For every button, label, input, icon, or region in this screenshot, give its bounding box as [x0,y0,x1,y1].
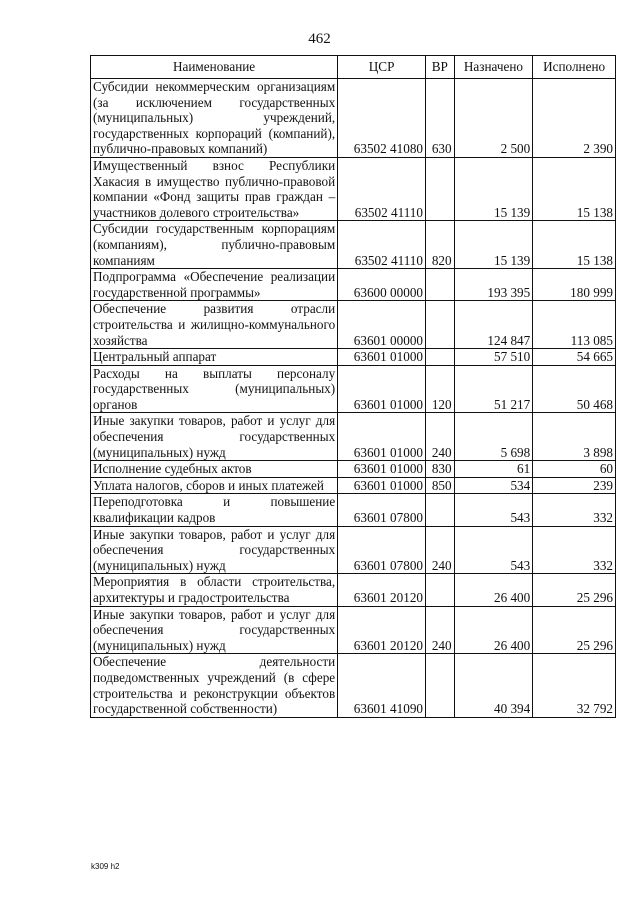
row-planned: 57 510 [454,349,533,366]
row-planned: 26 400 [454,606,533,654]
row-executed: 3 898 [533,413,616,461]
row-planned: 5 698 [454,413,533,461]
table-row [91,526,616,574]
row-planned: 51 217 [454,365,533,413]
row-name: Мероприятия в области строительства, архитектуры и градостроительства [91,574,338,606]
header-executed: Исполнено [533,56,616,79]
row-executed: 2 390 [533,79,616,158]
table-row [91,574,616,606]
row-name: Обеспечение деятельности подведомственных учреждений (в сфере строительства и реконструкции объектов государственной собственности) [91,654,338,717]
table-row [91,157,616,220]
row-planned: 543 [454,526,533,574]
header-planned: Назначено [454,56,533,79]
row-csr: 63601 07800 [338,494,426,526]
row-executed: 113 085 [533,301,616,349]
row-executed: 180 999 [533,269,616,301]
row-vr: 240 [426,526,455,574]
row-csr: 63601 07800 [338,526,426,574]
row-executed: 332 [533,494,616,526]
row-executed: 25 296 [533,606,616,654]
row-planned: 124 847 [454,301,533,349]
row-csr: 63601 01000 [338,461,426,478]
row-executed: 54 665 [533,349,616,366]
row-vr: 850 [426,477,455,494]
row-name: Субсидии некоммерческим организациям (за исключением государственных (муниципальных) учреждений, государственных корпораций (компаний), публично-правовых компаний) [91,79,338,158]
table-row [91,413,616,461]
table-row [91,301,616,349]
row-name: Уплата налогов, сборов и иных платежей [91,477,338,494]
row-csr: 63601 01000 [338,349,426,366]
row-vr: 120 [426,365,455,413]
row-name: Субсидии государственным корпорациям (компаниям), публично-правовым компаниям [91,221,338,269]
table-row [91,349,616,366]
row-executed: 60 [533,461,616,478]
table-row [91,494,616,526]
page-number: 462 [308,31,331,47]
row-executed: 239 [533,477,616,494]
row-executed: 32 792 [533,654,616,717]
row-vr [426,574,455,606]
row-name: Расходы на выплаты персоналу государственных (муниципальных) органов [91,365,338,413]
row-planned: 26 400 [454,574,533,606]
row-vr [426,349,455,366]
row-csr: 63502 41080 [338,79,426,158]
row-name: Переподготовка и повышение квалификации кадров [91,494,338,526]
table-row [91,221,616,269]
row-planned: 40 394 [454,654,533,717]
footer-code: k309 h2 [91,862,120,871]
header-name: Наименование [91,56,338,79]
row-csr: 63601 41090 [338,654,426,717]
row-vr [426,157,455,220]
table-row [91,461,616,478]
header-vr: ВР [426,56,455,79]
row-vr [426,654,455,717]
row-executed: 50 468 [533,365,616,413]
row-csr: 63601 20120 [338,574,426,606]
row-csr: 63600 00000 [338,269,426,301]
row-planned: 2 500 [454,79,533,158]
table-row [91,269,616,301]
row-executed: 332 [533,526,616,574]
row-name: Иные закупки товаров, работ и услуг для обеспечения государственных (муниципальных) нужд [91,526,338,574]
row-csr: 63502 41110 [338,221,426,269]
row-csr: 63601 01000 [338,365,426,413]
row-executed: 15 138 [533,221,616,269]
row-name: Центральный аппарат [91,349,338,366]
row-planned: 534 [454,477,533,494]
row-vr: 240 [426,413,455,461]
row-csr: 63601 01000 [338,413,426,461]
row-name: Подпрограмма «Обеспечение реализации государственной программы» [91,269,338,301]
table-row [91,365,616,413]
row-csr: 63601 20120 [338,606,426,654]
row-name: Исполнение судебных актов [91,461,338,478]
table-row [91,654,616,717]
table-row [91,606,616,654]
row-name: Обеспечение развития отрасли строительства и жилищно-коммунального хозяйства [91,301,338,349]
row-vr [426,301,455,349]
row-planned: 61 [454,461,533,478]
row-planned: 193 395 [454,269,533,301]
row-vr: 820 [426,221,455,269]
row-executed: 25 296 [533,574,616,606]
row-vr [426,494,455,526]
row-name: Имущественный взнос Республики Хакасия в имущество публично-правовой компании «Фонд защиты прав граждан – участников долевого строительства» [91,157,338,220]
row-name: Иные закупки товаров, работ и услуг для обеспечения государственных (муниципальных) нужд [91,606,338,654]
row-name: Иные закупки товаров, работ и услуг для обеспечения государственных (муниципальных) нужд [91,413,338,461]
row-csr: 63502 41110 [338,157,426,220]
row-vr: 240 [426,606,455,654]
row-csr: 63601 00000 [338,301,426,349]
table-header-row [91,56,616,79]
row-vr: 630 [426,79,455,158]
header-csr: ЦСР [338,56,426,79]
table-row [91,477,616,494]
budget-table [90,55,616,718]
row-csr: 63601 01000 [338,477,426,494]
row-planned: 543 [454,494,533,526]
row-vr [426,269,455,301]
row-executed: 15 138 [533,157,616,220]
row-planned: 15 139 [454,221,533,269]
table-row [91,79,616,158]
row-vr: 830 [426,461,455,478]
row-planned: 15 139 [454,157,533,220]
